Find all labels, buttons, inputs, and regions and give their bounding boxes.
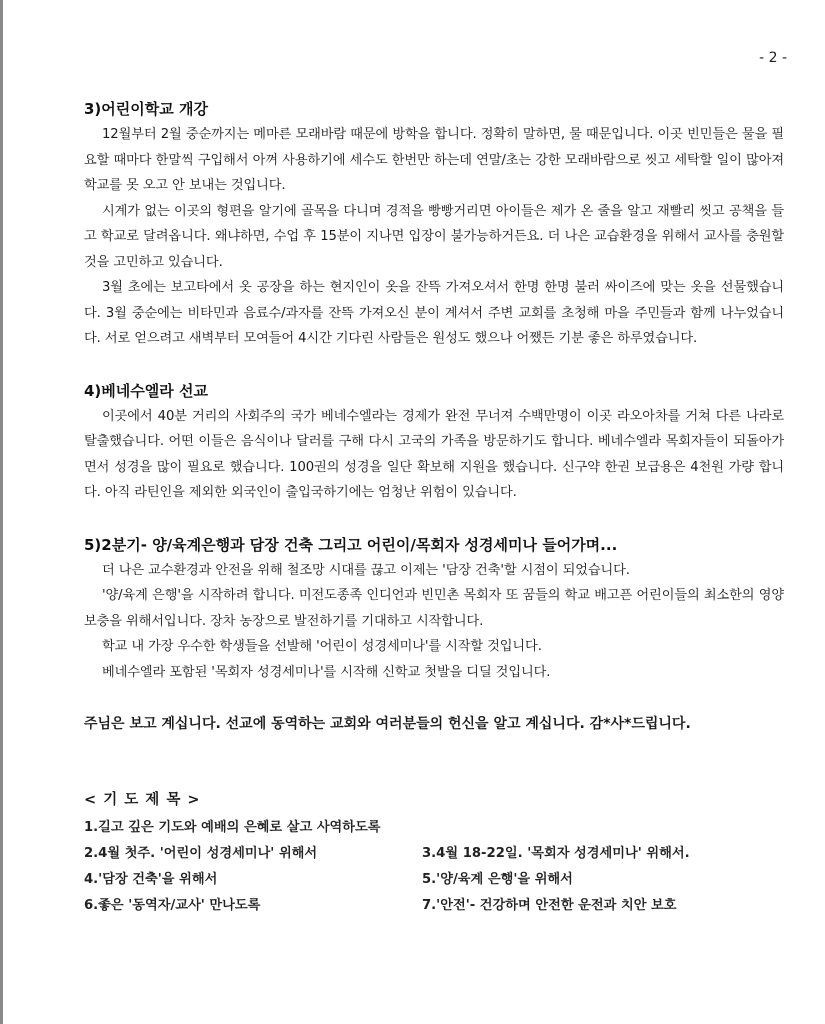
prayer-item: 2.4월 첫주. '어린이 성경세미나' 위해서 [84,846,318,861]
prayer-item: 6.좋은 '동역자/교사' 만나도록 [84,898,261,913]
section-heading: 3)어린이학교 개강 [84,100,208,118]
prayer-row [84,815,784,841]
section-heading: 5)2분기- 양/육계은행과 담장 건축 그리고 어린이/목회자 성경세미나 들어가며... [84,535,618,554]
closing-statement: 주님은 보고 계십니다. 선교에 동역하는 교회와 여러분들의 헌신을 알고 계십니다. 감*사*드립니다. [84,716,691,732]
paragraph: 이곳에서 40분 거리의 사회주의 국가 베네수엘라는 경제가 완전 무너져 수백만명이 이곳 라오아차를 거쳐 다른 나라로 탈출했습니다. 어떤 이들은 음식이나 달러를 구해 다시 고국의 가족을 방문하기도 합니다. 베네수엘라 목회자들이 되돌아가면서 성경을 많이 필요로 했습니다. 100권의 성경을 일단 확보해 지원을 했습니다. 신구약 한권 보급용은 4천원 가량 합니다. 아직 라틴인을 제외한 외국인이 출입국하기에는 엄청난 위험이 있습니다. [84,408,784,500]
prayer-row [84,893,784,919]
paragraph: 베네수엘라 포함된 '목회자 성경세미나'를 시작해 신학교 첫발을 디딜 것입니다. [102,664,551,680]
paragraph: 시계가 없는 이곳의 형편을 알기에 골목을 다니며 경적을 빵빵거리면 아이들은 제가 온 줄을 알고 재빨리 씻고 공책을 들고 학교로 달려옵니다. 왜냐하면, 수업 후 15분이 지나면 입장이 불가능하거든요. 더 나은 교습환경을 위해서 교사를 충원할 것을 고민하고 있습니다. [84,203,784,270]
prayer-item: 4.'담장 건축'을 위해서 [84,872,218,887]
prayer-item: 5.'양/육계 은행'을 위해서 [422,872,573,887]
document-body [84,96,784,919]
section-heading: 4)베네수엘라 선교 [84,381,208,400]
paragraph: 3월 초에는 보고타에서 옷 공장을 하는 현지인이 옷을 잔뜩 가져오셔서 한명 한명 불러 싸이즈에 맞는 옷을 선물했습니다. 3월 중순에는 비타민과 음료수/과자를 잔뜩 가져오신 분이 계셔서 주변 교회를 초청해 마을 주민들과 함께 나누었습니다. 서로 얻으려고 새벽부터 모여들어 4시간 기다린 사람들은 원성도 했으나 어쨌든 기분 좋은 하루였습니다. [84,280,784,346]
section-children-school [84,96,784,352]
prayer-row [84,867,784,893]
prayer-item: 3.4월 18-22일. '목회자 성경세미나' 위해서. [422,846,690,861]
paragraph: 학교 내 가장 우수한 학생들을 선발해 '어린이 성경세미나'를 시작할 것입니다. [102,639,542,654]
paragraph: 12월부터 2월 중순까지는 메마른 모래바람 때문에 방학을 합니다. 정확히 말하면, 물 때문입니다. 이곳 빈민들은 물을 필요할 때마다 한말씩 구입해서 아껴 사용하기에 세수도 한번만 하는데 연말/초는 강한 모래바람으로 씻고 세탁할 일이 많아져 학교를 못 오고 안 보내는 것입니다. [84,127,784,193]
prayer-topics [84,787,784,919]
prayer-title: < 기 도 제 목 > [84,792,201,808]
prayer-item: 1.길고 깊은 기도와 예배의 은혜로 살고 사역하도록 [84,820,381,835]
paragraph: '양/육계 은행'을 시작하려 합니다. 미전도종족 인디언과 빈민촌 목회자 또 꿈들의 학교 배고픈 어린이들의 최소한의 영양보충을 위해서입니다. 장차 농장으로 발전하기를 기대하고 시작합니다. [84,588,784,629]
prayer-item: 7.'안전'- 건강하며 안전한 운전과 치안 보호 [422,898,677,913]
section-second-quarter [84,532,784,686]
paragraph: 더 나은 교수환경과 안전을 위해 철조망 시대를 끊고 이제는 '담장 건축'할 시점이 되었습니다. [102,562,630,578]
page-left-border [0,0,3,1024]
page-number: - 2 - [759,50,787,66]
section-venezuela-mission [84,378,784,506]
prayer-row [84,841,784,867]
